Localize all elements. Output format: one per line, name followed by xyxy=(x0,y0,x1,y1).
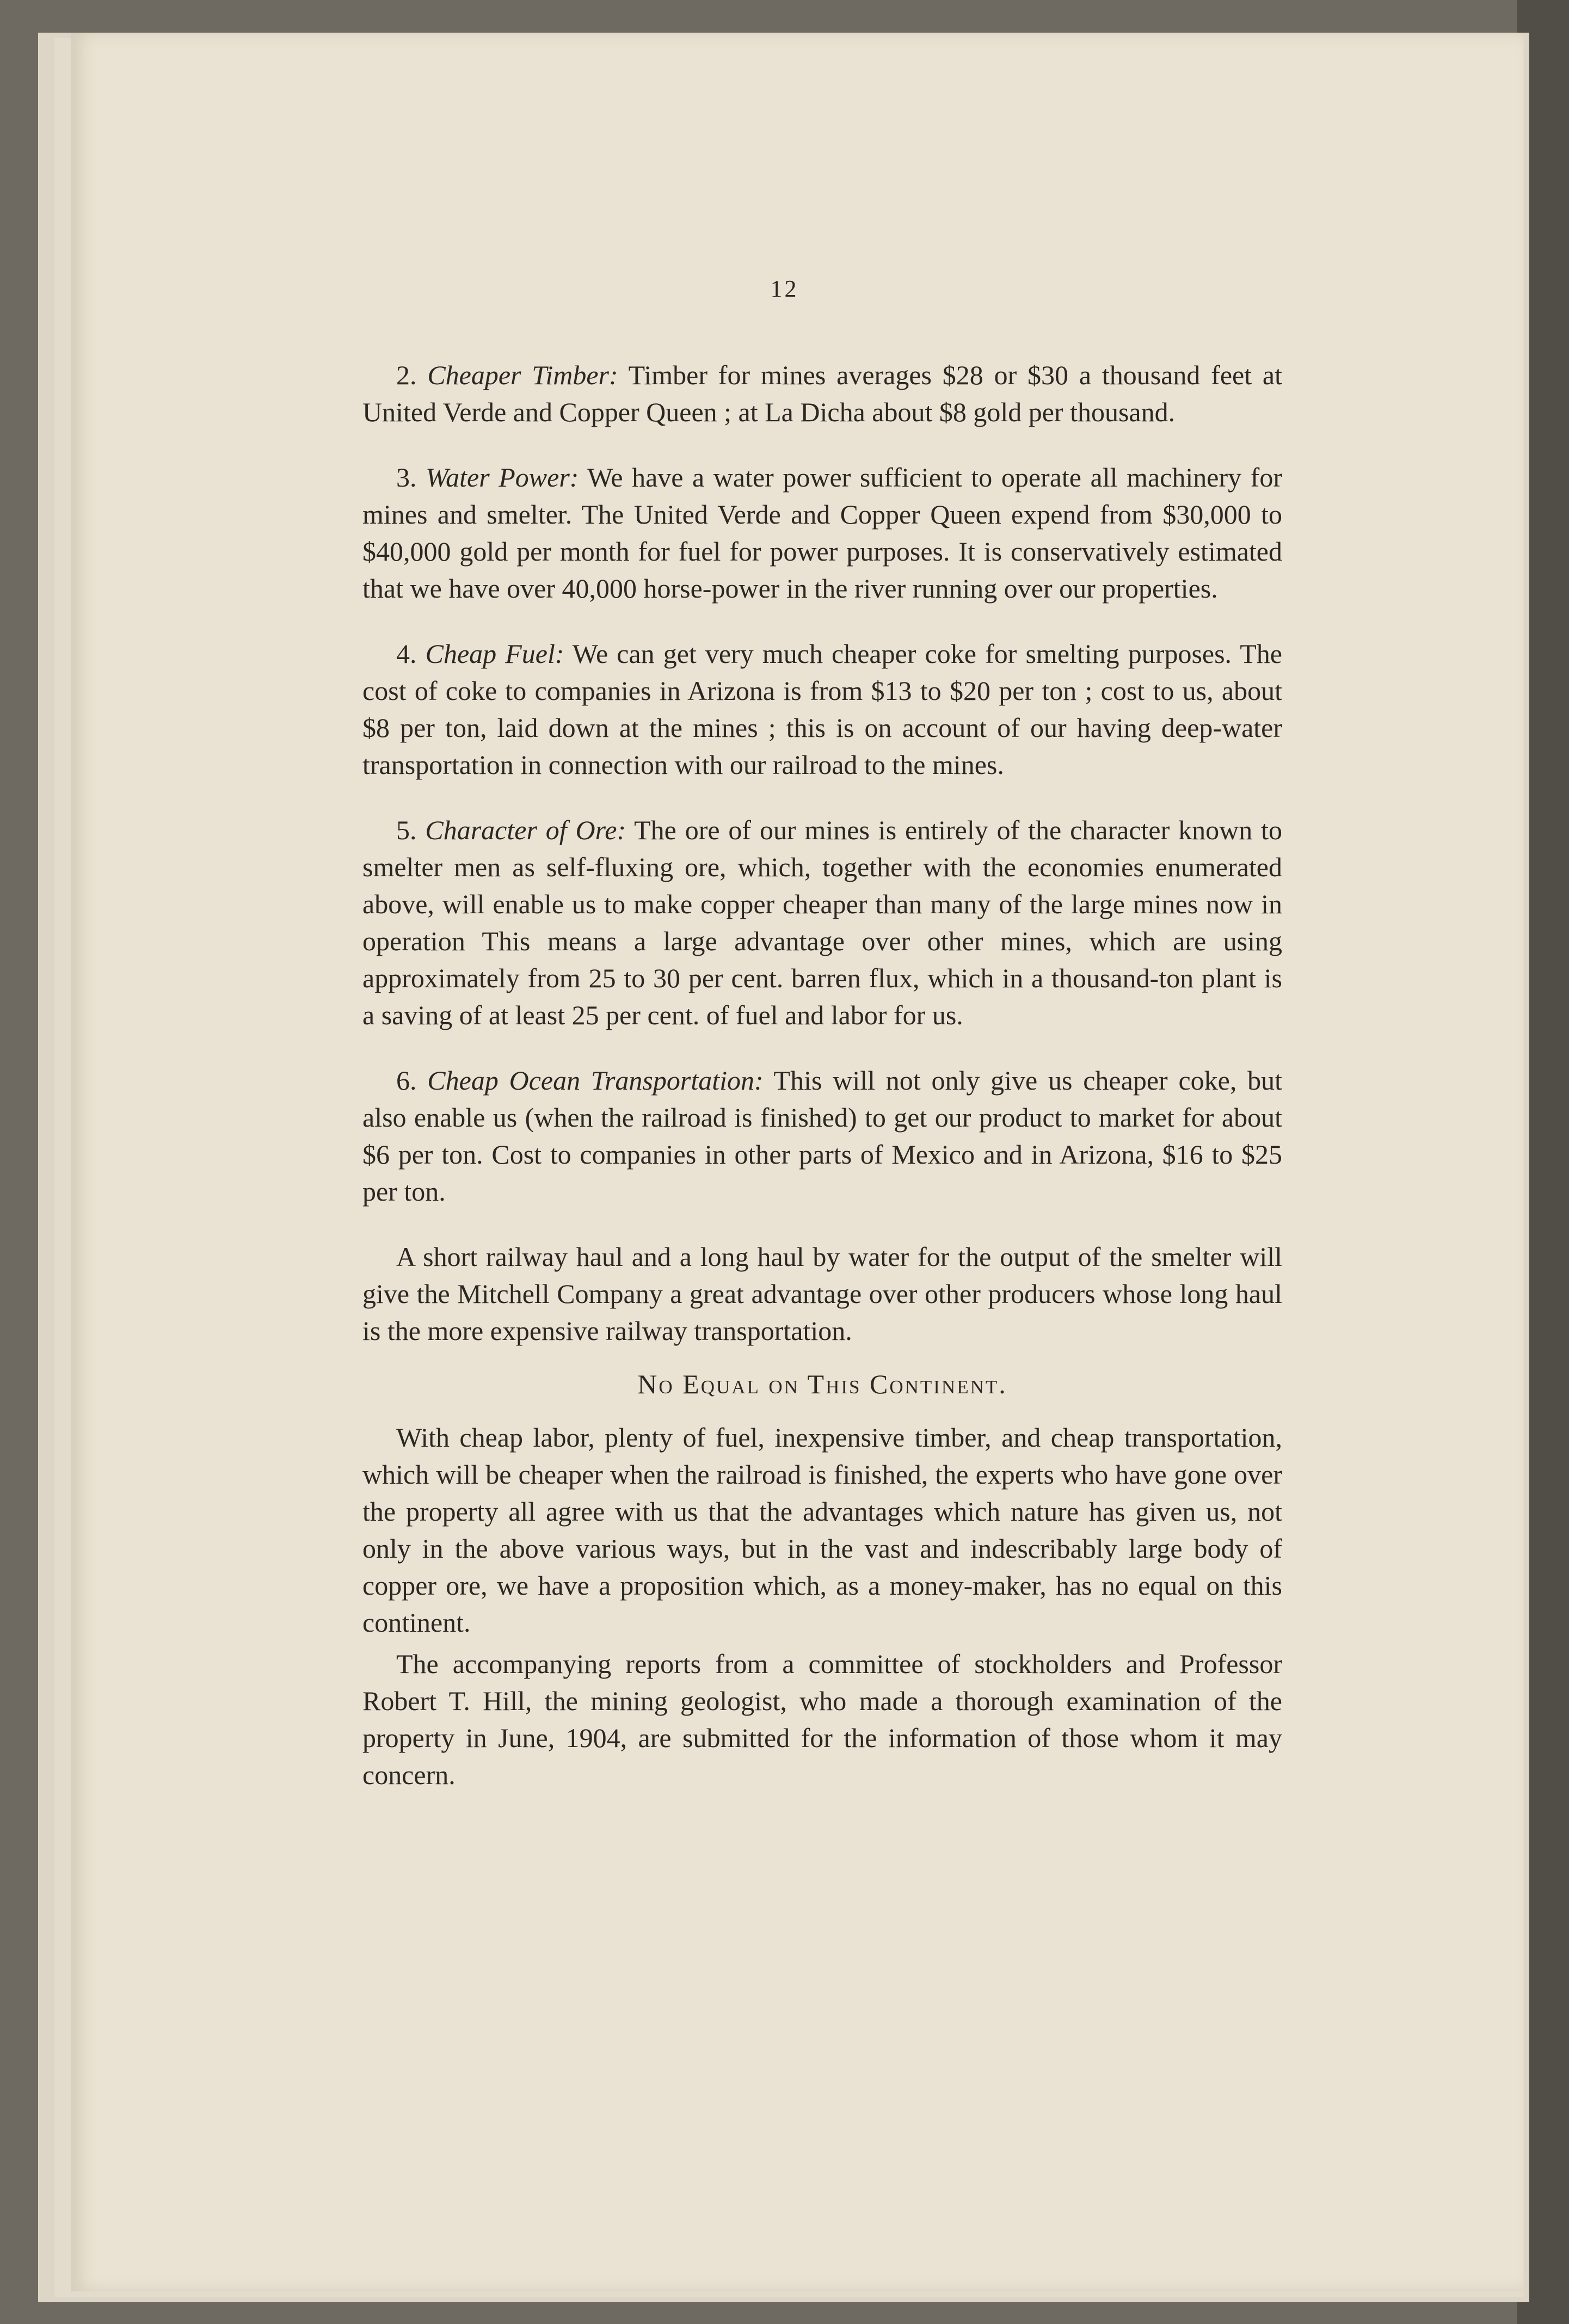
paragraph-railway-haul: A short railway haul and a long haul by water for the output of the smelter will give the Mitchell Company a great advantage over other producers whose long haul is the more expensive railway transportation. xyxy=(362,1241,1282,1346)
paragraph-water-power: 3. Water Power: We have a water power sufficient to operate all machinery for mines and smelter. The United Verde and Copper Queen expend from $30,000 to $40,000 gold per month for fuel for power purposes. It is conservatively estimated that we have over 40,000 horse-power in the river running over our properties. xyxy=(362,462,1282,604)
paragraph-cheap-fuel: 4. Cheap Fuel: We can get very much cheaper coke for smelting purposes. The cost of coke to companies in Arizona is from $13 to $20 per ton ; cost to us, about $8 per ton, laid down at the mines ; this is on account of our having deep-water transportation in connection with our railroad to the mines. xyxy=(362,638,1282,780)
paragraph-character-of-ore: 5. Character of Ore: The ore of our mines is entirely of the character known to smelter men as self-fluxing ore, which, together with the economies enumerated above, will enable us to make copper cheaper than many of the large mines now in operation This means a large advantage over other mines, which are using approximately from 25 to 30 per cent. barren flux, which in a thousand-ton plant is a saving of at least 25 per cent. of fuel and labor for us. xyxy=(362,815,1282,1030)
section-heading: No Equal on This Continent. xyxy=(637,1369,1007,1399)
page-number: 12 xyxy=(770,275,799,302)
paragraph-title: Cheap Fuel xyxy=(425,638,555,669)
paragraph-no-equal: With cheap labor, plenty of fuel, inexpensive timber, and cheap transportation, which will be cheaper when the railroad is finished, the experts who have gone over the property all agree with us that the advantages which nature has given us, not only in the above various ways, but in the vast and indescribably large body of copper ore, we have a proposition which, as a money-maker, has no equal on this continent. xyxy=(362,1422,1282,1638)
paragraph-title: Character of Ore xyxy=(425,815,617,845)
paragraph-title: Cheap Ocean Transportation xyxy=(427,1065,754,1096)
paragraph-title: Cheaper Timber xyxy=(427,360,610,390)
page-body xyxy=(362,356,1282,1822)
paragraph-title: Water Power xyxy=(426,462,570,493)
paragraph-accompanying-reports: The accompanying reports from a committee of stockholders and Professor Robert T. Hill, the mining geologist, who made a thorough examination of the property in June, 1904, are submitted for the information of those whom it may concern. xyxy=(362,1649,1282,1790)
paragraph-cheaper-timber: 2. Cheaper Timber: Timber for mines averages $28 or $30 a thousand feet at United Verde and Copper Queen ; at La Dicha about $8 gold per thousand. xyxy=(362,360,1283,427)
paragraph-cheap-ocean-transportation: 6. Cheap Ocean Transportation: This will not only give us cheaper coke, but also enable us (when the railroad is finished) to get our product to market for about $6 per ton. Cost to companies in other parts of Mexico and in Arizona, $16 to $25 per ton. xyxy=(362,1065,1283,1207)
